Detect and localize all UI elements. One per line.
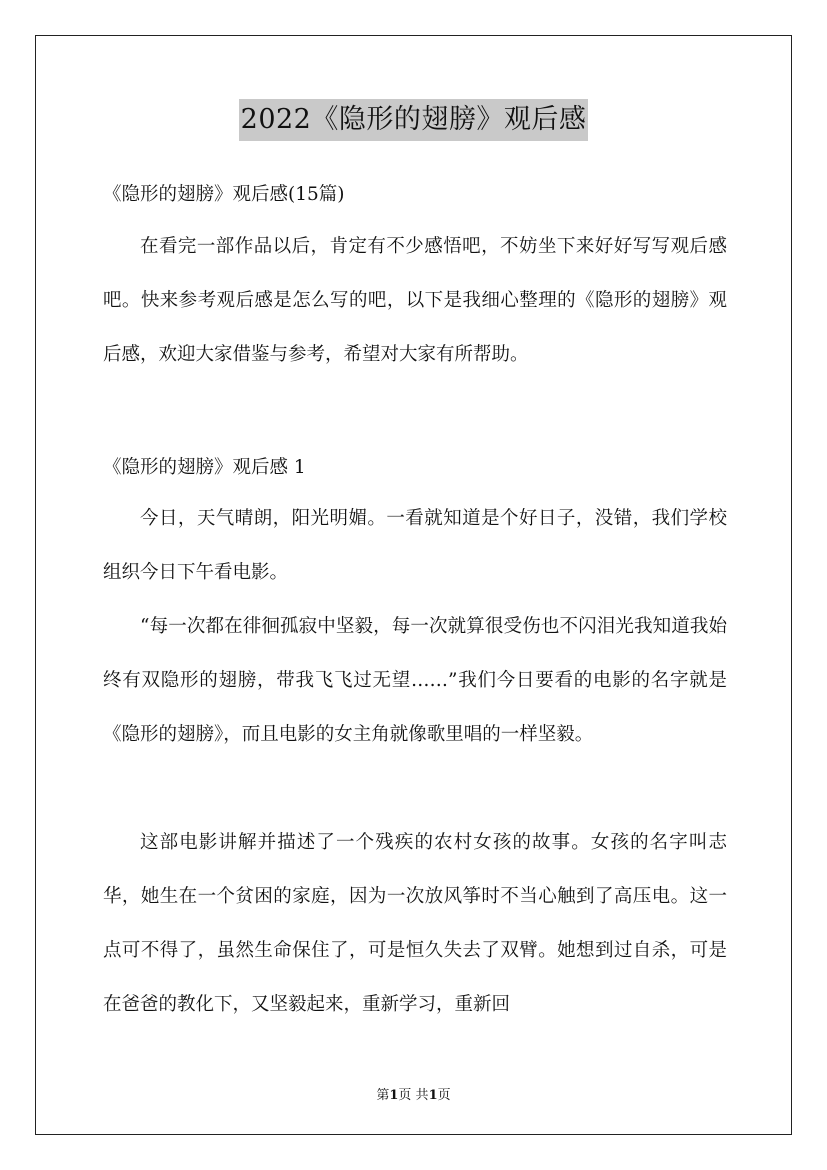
body-paragraph-1: 今日，天气晴朗，阳光明媚。一看就知道是个好日子，没错，我们学校组织今日下午看电影。	[103, 508, 727, 583]
intro-paragraph: 在看完一部作品以后，肯定有不少感悟吧，不妨坐下来好好写写观后感吧。快来参考观后感是怎么写的吧，以下是我细心整理的《隐形的翅膀》观后感，欢迎大家借鉴与参考，希望对大家有所帮助。	[103, 236, 727, 365]
body-paragraph-2: “每一次都在徘徊孤寂中坚毅，每一次就算很受伤也不闪泪光我知道我始终有双隐形的翅膀，带我飞飞过无望……”我们今日要看的电影的名字就是《隐形的翅膀》，而且电影的女主角就像歌里唱的一样坚毅。	[103, 616, 727, 745]
footer-current-page: 1	[389, 1088, 399, 1103]
body-paragraph-3: 这部电影讲解并描述了一个残疾的农村女孩的故事。女孩的名字叫志华，她生在一个贫困的家庭，因为一次放风筝时不当心触到了高压电。这一点可不得了，虽然生命保住了，可是恒久失去了双臂。她想到过自杀，可是在爸爸的教化下，又坚毅起来，重新学习，重新回	[103, 832, 727, 1015]
page-footer	[0, 1084, 827, 1103]
footer-prefix: 第	[376, 1088, 390, 1103]
section-heading: 《隐形的翅膀》观后感 1	[103, 457, 306, 478]
document-title: 2022《隐形的翅膀》观后感	[239, 99, 589, 141]
footer-total-pages: 1	[428, 1088, 438, 1103]
footer-suffix: 页	[437, 1088, 451, 1103]
footer-mid: 页 共	[398, 1088, 429, 1103]
title-container	[0, 99, 827, 141]
document-subtitle: 《隐形的翅膀》观后感(15篇)	[103, 184, 345, 205]
